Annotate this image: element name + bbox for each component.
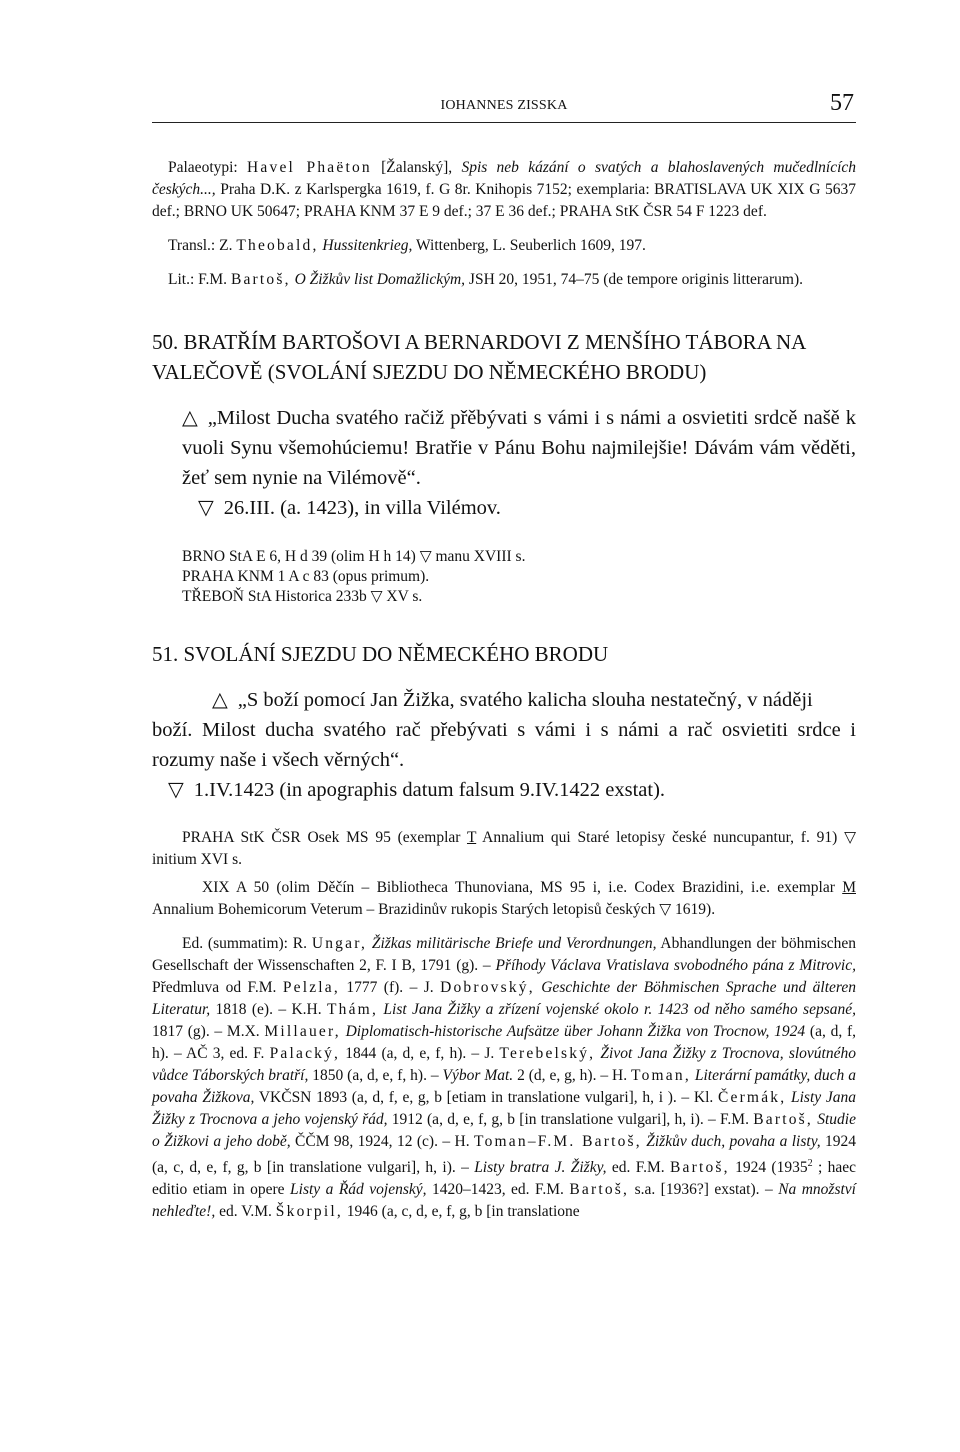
edition-text: s.a. [1936?] exstat). – bbox=[629, 1181, 779, 1199]
palaeotypi-paragraph bbox=[152, 157, 856, 223]
manuscript-line bbox=[182, 547, 856, 567]
edition-text: ČČM 98, 1924, 12 (c). – H. bbox=[290, 1133, 474, 1150]
edition-title: Listy Jana Žižky z Trocnova a jeho vojenský řád, bbox=[152, 1089, 856, 1128]
siglum: T bbox=[466, 829, 477, 846]
edition-title: Literární památky, duch a povaha Žižkova, bbox=[152, 1067, 856, 1106]
edition-text: 2 (d, e, g, h). – H. bbox=[513, 1067, 632, 1084]
edition-text: 1946 (a, c, d, e, f, g, b [in translatione bbox=[342, 1203, 580, 1221]
section-50-date-line bbox=[198, 493, 856, 523]
manuscript-text: PRAHA KNM 1 A c 83 (opus primum). bbox=[182, 568, 430, 585]
manuscript-text: Annalium Bohemicorum Veterum – Brazidinův rukopis Starých letopisů českých bbox=[152, 901, 656, 918]
edition-author: Toman–F.M. Bartoš, bbox=[474, 1133, 642, 1150]
edition-author: Ungar, bbox=[311, 935, 368, 952]
edition-title: Studie o Žižkovi a jeho době, bbox=[152, 1111, 856, 1150]
edition-text: (a, d, f, h). – AČ 3, ed. F. bbox=[152, 1023, 856, 1062]
running-title: IOHANNES ZISSKA bbox=[440, 98, 568, 113]
section-50-number: 50. bbox=[152, 330, 179, 354]
palaeotypi-rest: Praha D.K. z Karlspergka 1619, f. G 8r. Knihopis 7152; exemplaria: BRATISLAVA UK XIX G 5637 def.; BRNO UK 50647; PRAHA KNM 37 E 9 def.; 37 E 36 def.; PRAHA StK ČSR 54 F 1223 def. bbox=[152, 181, 856, 220]
edition-title: Žižkas militärische Briefe und Verordnungen, bbox=[367, 935, 657, 952]
edition-author: Čermák, bbox=[717, 1089, 787, 1106]
edition-title: Výbor Mat. bbox=[442, 1067, 514, 1084]
lit-paragraph bbox=[152, 269, 856, 291]
close-triangle-icon: ▽ bbox=[198, 497, 214, 519]
manuscript-text: XV s. bbox=[386, 588, 423, 605]
edition-text: ed. V.M. bbox=[215, 1203, 276, 1221]
section-50-text bbox=[182, 403, 856, 493]
section-50-heading bbox=[152, 327, 856, 387]
edition-title: Diplomatisch-historische Aufsätze über Johann Žižka von Trocnow, 1924 bbox=[340, 1023, 806, 1040]
section-51-body-first: „S boží pomocí Jan Žižka, svatého kalicha slouha nestatečný, v náději bbox=[237, 689, 813, 711]
section-50-manuscripts bbox=[182, 547, 856, 607]
section-51-date-line bbox=[168, 775, 856, 805]
edition-author: Thám, bbox=[326, 1001, 379, 1018]
open-triangle-icon: △ bbox=[212, 689, 228, 711]
page-number: 57 bbox=[830, 90, 854, 116]
manuscript-text: manu XVIII s. bbox=[435, 548, 526, 565]
edition-title: Listy a Řád vojenský, bbox=[290, 1181, 427, 1199]
edition-author: Bartoš, bbox=[669, 1159, 730, 1177]
section-51-heading bbox=[152, 639, 856, 669]
manuscript-text: 1619). bbox=[675, 901, 716, 918]
section-51-title: SVOLÁNÍ SJEZDU DO NĚMECKÉHO BRODU bbox=[183, 642, 609, 666]
edition-text: 1912 (a, d, e, f, g, b [in translatione vulgari], h, i). – F.M. bbox=[387, 1111, 754, 1128]
edition-author: Terebelský, bbox=[499, 1045, 596, 1062]
section-51-date: 1.IV.1423 (in apographis datum falsum 9.IV.1422 exstat). bbox=[193, 779, 666, 801]
edition-author: Millauer, bbox=[264, 1023, 341, 1040]
edition-title: Příhody Václava Vratislava svobodného pána z Mitrovic, bbox=[495, 957, 856, 974]
edition-author: Dobrovský, bbox=[440, 979, 535, 996]
lit-title: O Žižkův list Domažlickým, bbox=[294, 271, 466, 288]
transl-author: Theobald, bbox=[236, 237, 319, 254]
palaeotypi-label: Palaeotypi: bbox=[168, 159, 238, 176]
edition-text: 1818 (e). – K.H. bbox=[210, 1001, 327, 1018]
manuscript-text: Annalium qui Staré letopisy české nuncupantur, f. 91) bbox=[482, 829, 838, 846]
footnote-mark: 2 bbox=[807, 1158, 813, 1169]
transl-label: Transl.: Z. bbox=[168, 237, 233, 254]
edition-text: ; haec editio etiam in opere bbox=[152, 1159, 856, 1199]
edition-text: Předmluva od F.M. bbox=[152, 979, 283, 996]
edition-text: ed. F.M. bbox=[606, 1159, 670, 1177]
down-triangle-icon: ▽ bbox=[844, 829, 857, 846]
manuscript-text: BRNO StA E 6, H d 39 (olim H h 14) bbox=[182, 548, 416, 565]
running-header bbox=[152, 88, 856, 123]
edition-title: Život Jana Žižky z Trocnova, slovútného vůdce Táborských bratří, bbox=[152, 1045, 856, 1084]
transl-title: Hussitenkrieg, bbox=[322, 237, 413, 254]
manuscript-line bbox=[182, 567, 856, 587]
edition-text: 1924 (a, c, d, e, f, g, b [in translatione vulgari], h, i). – bbox=[152, 1133, 857, 1177]
edition-author: Toman, bbox=[631, 1067, 691, 1084]
palaeotypi-author: Havel Phaëton bbox=[247, 159, 372, 176]
lit-rest: JSH 20, 1951, 74–75 (de tempore originis litterarum). bbox=[468, 271, 803, 288]
transl-rest: Wittenberg, L. Seuberlich 1609, 197. bbox=[416, 237, 646, 254]
lit-author: Bartoš, bbox=[230, 271, 291, 288]
edition-text: Ed. (summatim): R. bbox=[182, 935, 312, 952]
edition-author: Bartoš, bbox=[753, 1111, 813, 1128]
section-51-number: 51. bbox=[152, 642, 179, 666]
open-triangle-icon: △ bbox=[182, 407, 198, 429]
edition-author: Škorpil, bbox=[275, 1203, 343, 1221]
manuscript-text: TŘEBOŇ StA Historica 233b bbox=[182, 588, 367, 605]
edition-text: 1844 (a, d, e, f, h). – J. bbox=[340, 1045, 500, 1062]
manuscript-text: initium XVI s. bbox=[152, 851, 242, 868]
down-triangle-icon: ▽ bbox=[419, 548, 432, 565]
section-51-ms1 bbox=[152, 827, 856, 871]
section-51-body-rest: boží. Milost ducha svatého rač přebývati s vámi i s námi a rač osvietiti srdce i rozumy naše i všech věrných“. bbox=[152, 719, 856, 771]
siglum: M bbox=[842, 879, 856, 896]
section-50-body: „Milost Ducha svatého račiž přěbývati s vámi i s námi a osvietiti srdcě našě k vuoli Synu všemohúciemu! Bratřie v Pánu Bohu najmilejšie! Dávám vám věděti, žeť sem nynie na Vilémově“. bbox=[182, 407, 856, 489]
edition-title: Listy bratra J. Žižky, bbox=[474, 1159, 607, 1177]
page bbox=[152, 88, 856, 1223]
edition-title: Na množství nehleďte!, bbox=[152, 1181, 856, 1221]
edition-text: 1850 (a, d, e, f, h). – bbox=[308, 1067, 443, 1084]
editions-paragraph bbox=[152, 933, 856, 1223]
palaeotypi-title: Spis neb kázání o svatých a blahoslavených mučedlnících českých..., bbox=[152, 159, 857, 198]
edition-text: Abhandlungen der böhmischen Gesellschaft der Wissenschaften 2, F. I B, 1791 (g). – bbox=[152, 935, 856, 974]
lit-label: Lit.: F.M. bbox=[168, 271, 228, 288]
edition-author: Pelzla, bbox=[282, 979, 340, 996]
transl-paragraph bbox=[152, 235, 856, 257]
edition-text: 1924 (1935 bbox=[729, 1159, 808, 1177]
edition-title: Žižkův duch, povaha a listy, bbox=[641, 1133, 821, 1150]
edition-text: 1777 (f). – J. bbox=[339, 979, 441, 996]
edition-title: List Jana Žižky a zřízení vojenské okolo r. 1423 od něho samého sepsané, bbox=[378, 1001, 856, 1018]
section-50-title: BRATŘÍM BARTOŠOVI A BERNARDOVI Z MENŠÍHO TÁBORA NA VALEČOVĚ (SVOLÁNÍ SJEZDU DO NĚMECKÉHO BRODU) bbox=[152, 330, 806, 384]
section-50-date: 26.III. (a. 1423), in villa Vilémov. bbox=[223, 497, 501, 519]
manuscript-line bbox=[182, 587, 856, 607]
edition-text: VKČSN 1893 (a, d, f, e, g, b [etiam in translatione vulgari], h, i ). – Kl. bbox=[254, 1089, 718, 1106]
edition-author: Palacký, bbox=[269, 1045, 341, 1062]
section-51-ms2 bbox=[152, 877, 856, 921]
edition-author: Bartoš, bbox=[569, 1181, 630, 1199]
close-triangle-icon: ▽ bbox=[168, 779, 184, 801]
palaeotypi-author-bracket: [Žalanský], bbox=[381, 159, 453, 176]
edition-text: 1420–1423, ed. F.M. bbox=[426, 1181, 570, 1199]
down-triangle-icon: ▽ bbox=[659, 901, 672, 918]
edition-title: Geschichte der Böhmischen Sprache und älteren Literatur, bbox=[152, 979, 856, 1018]
manuscript-text: XIX A 50 (olim Děčín – Bibliotheca Thunoviana, MS 95 i, i.e. Codex Brazidini, i.e. exemplar bbox=[202, 879, 835, 896]
edition-text: 1817 (g). – M.X. bbox=[152, 1023, 265, 1040]
manuscript-text: PRAHA StK ČSR Osek MS 95 (exemplar bbox=[182, 829, 461, 846]
section-51-text bbox=[152, 685, 856, 775]
down-triangle-icon: ▽ bbox=[370, 588, 383, 605]
